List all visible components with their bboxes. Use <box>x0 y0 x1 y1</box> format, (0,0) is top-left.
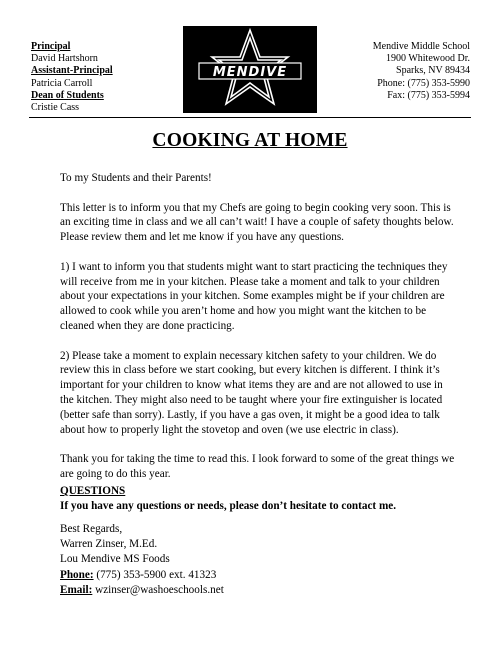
signature-block <box>60 522 460 598</box>
page-title: COOKING AT HOME <box>152 130 348 151</box>
phone-label: Phone: <box>60 568 94 581</box>
letter-body <box>60 171 455 497</box>
phone-number: (775) 353-5900 ext. 41323 <box>96 568 217 581</box>
email-label: Email: <box>60 583 93 596</box>
header-divider <box>29 117 471 118</box>
questions-heading: QUESTIONS <box>60 485 126 497</box>
questions-section <box>60 484 460 514</box>
school-street: 1900 Whitewood Dr. <box>386 53 470 65</box>
school-address <box>300 41 470 102</box>
greeting: To my Students and their Parents! <box>60 172 212 184</box>
contact-phone <box>60 568 460 583</box>
mendive-star-logo <box>183 26 317 113</box>
dean-name: Cristie Cass <box>31 102 80 114</box>
school-name: Mendive Middle School <box>372 41 470 52</box>
dean-role: Dean of Students <box>31 89 104 101</box>
paragraph-safety: 2) Please take a moment to explain necessary kitchen safety to your children. We do review this in class before we start cooking, but every kitchen is different. I think it’s important for your children to know what items they are and are not allowed to use in the kitchen. They might also need to be taught where your fire extinguisher is located (better safe than sorry). Lastly, if you have a gas oven, it might be a good idea to talk about how to properly light the stovetop and oven (we use electric in class). <box>60 349 443 436</box>
paragraph-thanks: Thank you for taking the time to read this. I look forward to some of the great things we are going to do this year. <box>60 453 455 480</box>
questions-text: If you have any questions or needs, please don’t hesitate to contact me. <box>60 499 397 512</box>
closing: Best Regards, <box>60 523 123 535</box>
signer-name: Warren Zinser, M.Ed. <box>60 538 158 551</box>
school-phone: Phone: (775) 353-5990 <box>377 77 470 89</box>
staff-list <box>31 41 113 114</box>
assistant-principal-role: Assistant-Principal <box>31 65 113 77</box>
paragraph-techniques: 1) I want to inform you that students might want to start practicing the techniques they will receive from me in your kitchen. Please take a moment and talk to your children about your expectations in your kitchen. Some examples might be if your children are allowed to cook while you aren’t home and how you might want the kitchen to be cleaned when they are done practicing. <box>60 260 448 332</box>
logo-wordmark: MENDIVE <box>212 65 288 80</box>
school-fax: Fax: (775) 353-5994 <box>387 89 470 101</box>
principal-role: Principal <box>31 41 71 52</box>
email-address[interactable]: wzinser@washoeschools.net <box>95 583 224 596</box>
principal-name: David Hartshorn <box>31 53 98 65</box>
assistant-principal-name: Patricia Carroll <box>31 77 93 89</box>
program-name: Lou Mendive MS Foods <box>60 553 170 566</box>
contact-email <box>60 583 460 598</box>
school-city: Sparks, NV 89434 <box>396 65 470 77</box>
paragraph-intro: This letter is to inform you that my Chefs are going to begin cooking very soon. This is an exciting time in class and we all can’t wait! I have a couple of safety thoughts below. Please review them and let me know if you have any questions. <box>60 201 454 244</box>
